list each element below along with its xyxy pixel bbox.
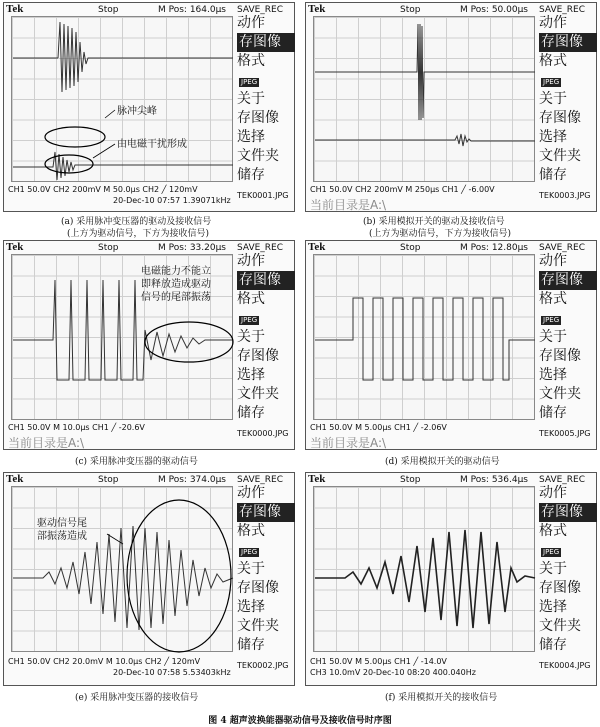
scope-menu — [539, 484, 597, 674]
annotation: 即释放造成驱动 — [141, 279, 211, 290]
bottom-status: CH1 50.0V CH2 200mV M 50.0μs CH2 ╱ 120mV — [8, 185, 198, 194]
menu-action: 动作 — [237, 253, 265, 269]
bottom-status-2: 20-Dec-10 07:57 1.39071kHz — [113, 196, 231, 205]
panel-f — [305, 472, 597, 710]
bottom-status-2: CH3 10.0mV 20-Dec-10 08:20 400.040Hz — [310, 668, 476, 677]
menu-select: 选择 — [237, 129, 265, 145]
caption: (b) 采用模拟开关的驱动及接收信号 — [363, 217, 505, 227]
panel-b — [305, 2, 597, 237]
m-pos: M Pos: 374.0μs — [158, 475, 227, 485]
m-pos: M Pos: 33.20μs — [158, 243, 227, 253]
bottom-status: CH1 50.0V M 5.00μs CH1 ╱ -2.06V — [310, 423, 447, 432]
menu-save-image: 存图像 — [237, 271, 295, 290]
annotation: 电磁能力不能立 — [141, 266, 211, 277]
bottom-status: CH1 50.0V CH2 200mV M 250μs CH1 ╱ -6.00V — [310, 185, 495, 194]
caption-sub: (上方为驱动信号，下方为接收信号) — [67, 229, 210, 239]
tek-logo: Tek — [6, 473, 24, 485]
menu-store: 储存 — [237, 405, 265, 421]
menu-about: 关于 — [539, 329, 567, 345]
tek-logo: Tek — [308, 473, 326, 485]
menu-about: 关于 — [539, 91, 567, 107]
tek-logo: Tek — [6, 241, 24, 253]
menu-format: 格式 — [237, 53, 265, 69]
menu-select: 选择 — [237, 599, 265, 615]
save-rec: SAVE_REC — [539, 5, 586, 15]
menu-about: 关于 — [237, 329, 265, 345]
menu-folder: 文件夹 — [237, 618, 279, 634]
caption: (a) 采用脉冲变压器的驱动及接收信号 — [61, 217, 212, 227]
menu-jpeg: JPEG — [543, 316, 560, 324]
menu-save-image: 存图像 — [237, 33, 295, 52]
caption: (d) 采用模拟开关的驱动信号 — [385, 457, 500, 467]
panel-a — [3, 2, 295, 237]
file-name: TEK0001.JPG — [237, 191, 289, 200]
menu-format: 格式 — [539, 291, 567, 307]
save-rec: SAVE_REC — [237, 475, 284, 485]
menu-select: 选择 — [539, 129, 567, 145]
panel-c — [3, 240, 295, 468]
panel-d — [305, 240, 597, 468]
menu-folder: 文件夹 — [539, 148, 581, 164]
current-directory: 当前目录是A:\ — [8, 436, 85, 450]
menu-about: 关于 — [237, 561, 265, 577]
annotation: 信号的尾部振荡 — [141, 292, 211, 303]
menu-about: 关于 — [539, 561, 567, 577]
menu-save-image-2: 存图像 — [539, 110, 581, 126]
menu-jpeg: JPEG — [241, 316, 258, 324]
menu-folder: 文件夹 — [237, 386, 279, 402]
stop-status: Stop — [98, 243, 119, 253]
menu-store: 储存 — [539, 405, 567, 421]
bottom-status-2: 20-Dec-10 07:58 5.53403kHz — [113, 668, 231, 677]
menu-save-image-2: 存图像 — [237, 110, 279, 126]
stop-status: Stop — [400, 475, 421, 485]
stop-status: Stop — [98, 475, 119, 485]
menu-save-image-2: 存图像 — [237, 580, 279, 596]
menu-save-image: 存图像 — [539, 33, 597, 52]
menu-action: 动作 — [539, 15, 567, 31]
save-rec: SAVE_REC — [237, 243, 284, 253]
menu-jpeg: JPEG — [241, 78, 258, 86]
stop-status: Stop — [400, 243, 421, 253]
bottom-status: CH1 50.0V CH2 20.0mV M 10.0μs CH2 ╱ 120mV — [8, 657, 201, 666]
file-name: TEK0000.JPG — [237, 429, 289, 438]
scope-menu — [237, 14, 295, 204]
menu-store: 储存 — [237, 637, 265, 653]
caption: (c) 采用脉冲变压器的驱动信号 — [75, 457, 198, 467]
bottom-status: CH1 50.0V M 5.00μs CH1 ╱ -14.0V — [310, 657, 447, 666]
menu-action: 动作 — [539, 253, 567, 269]
menu-save-image: 存图像 — [539, 503, 597, 522]
menu-store: 储存 — [539, 167, 567, 183]
annotation: 由电磁干扰形成 — [117, 139, 187, 150]
figure-caption: 图 4 超声波换能器驱动信号及接收信号时序图 — [208, 716, 392, 726]
tek-logo: Tek — [6, 3, 24, 15]
menu-save-image: 存图像 — [539, 271, 597, 290]
file-name: TEK0003.JPG — [539, 191, 591, 200]
m-pos: M Pos: 536.4μs — [460, 475, 529, 485]
menu-store: 储存 — [539, 637, 567, 653]
annotation: 驱动信号尾 — [37, 518, 87, 529]
menu-jpeg: JPEG — [543, 548, 560, 556]
save-rec: SAVE_REC — [539, 475, 586, 485]
stop-status: Stop — [400, 5, 421, 15]
tek-logo: Tek — [308, 241, 326, 253]
save-rec: SAVE_REC — [237, 5, 284, 15]
current-directory: 当前目录是A:\ — [310, 436, 387, 450]
menu-select: 选择 — [237, 367, 265, 383]
file-name: TEK0005.JPG — [539, 429, 591, 438]
menu-format: 格式 — [539, 523, 567, 539]
bottom-status: CH1 50.0V M 10.0μs CH1 ╱ -20.6V — [8, 423, 145, 432]
save-rec: SAVE_REC — [539, 243, 586, 253]
menu-folder: 文件夹 — [237, 148, 279, 164]
menu-jpeg: JPEG — [241, 548, 258, 556]
file-name: TEK0002.JPG — [237, 661, 289, 670]
scope-menu — [237, 484, 295, 674]
menu-jpeg: JPEG — [543, 78, 560, 86]
panel-e — [3, 472, 295, 710]
menu-store: 储存 — [237, 167, 265, 183]
tek-logo: Tek — [308, 3, 326, 15]
menu-format: 格式 — [237, 523, 265, 539]
menu-save-image: 存图像 — [237, 503, 295, 522]
menu-format: 格式 — [237, 291, 265, 307]
caption: (f) 采用模拟开关的接收信号 — [385, 693, 498, 703]
m-pos: M Pos: 50.00μs — [460, 5, 529, 15]
m-pos: M Pos: 164.0μs — [158, 5, 227, 15]
menu-action: 动作 — [237, 15, 265, 31]
menu-save-image-2: 存图像 — [237, 348, 279, 364]
stop-status: Stop — [98, 5, 119, 15]
m-pos: M Pos: 12.80μs — [460, 243, 529, 253]
file-name: TEK0004.JPG — [539, 661, 591, 670]
menu-select: 选择 — [539, 599, 567, 615]
caption-sub: (上方为驱动信号，下方为接收信号) — [369, 229, 512, 239]
menu-about: 关于 — [237, 91, 265, 107]
caption: (e) 采用脉冲变压器的接收信号 — [75, 693, 199, 703]
menu-action: 动作 — [539, 485, 567, 501]
menu-save-image-2: 存图像 — [539, 580, 581, 596]
menu-action: 动作 — [237, 485, 265, 501]
scope-menu — [539, 14, 597, 204]
annotation: 脉冲尖峰 — [117, 106, 157, 117]
scope-menu — [539, 252, 597, 442]
annotation: 部振荡造成 — [37, 531, 87, 542]
menu-folder: 文件夹 — [539, 386, 581, 402]
menu-folder: 文件夹 — [539, 618, 581, 634]
menu-select: 选择 — [539, 367, 567, 383]
menu-save-image-2: 存图像 — [539, 348, 581, 364]
menu-format: 格式 — [539, 53, 567, 69]
scope-menu — [237, 252, 295, 442]
current-directory: 当前目录是A:\ — [310, 198, 387, 212]
